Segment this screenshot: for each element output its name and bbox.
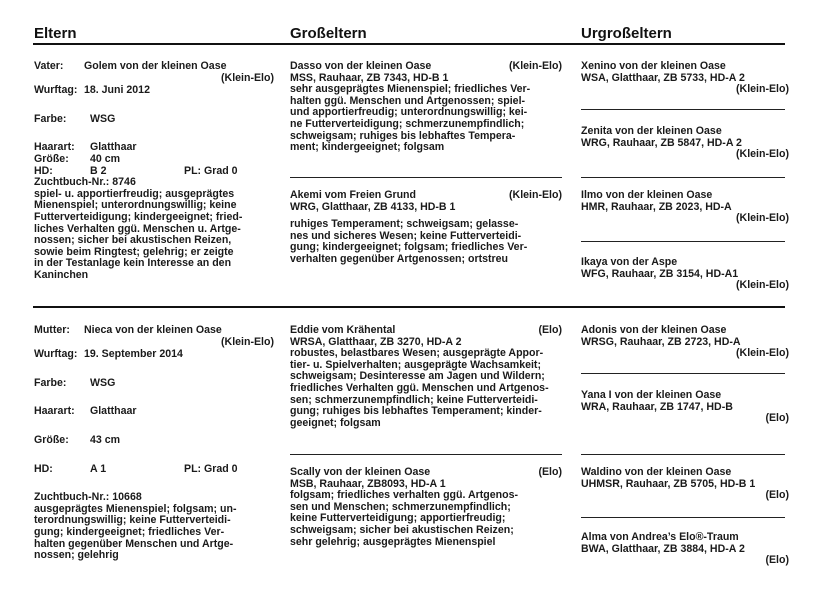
mother-wurftag-label: Wurftag: xyxy=(34,348,78,361)
grandparent-2: Akemi vom Freien Grund (Klein-Elo) WRG, Glatthaar, ZB 4133, HD-B 1 ruhiges Temperament; schweigsam; gelasse- nes und sicheres Wesen; keine Futterverteidi- gung; kindergeeignet; folgsam; friedliches Ver- verhalten gegenüber Artgenossen; ortstreu xyxy=(290,189,562,265)
grandparent-kennel: (Klein-Elo) xyxy=(509,189,562,201)
greatgrandparent-info: BWA, Glatthaar, ZB 3884, HD-A 2 xyxy=(581,542,745,555)
greatgrandparent-kennel: (Klein-Elo) xyxy=(736,279,789,292)
mother-groesse-label: Größe: xyxy=(34,433,69,446)
grandparent-3: Eddie vom Krähental (Elo) WRSA, Glatthaar, ZB 3270, HD-A 2 robustes, belastbares Wesen; ausgeprägte Appor- tier- u. Spielverhalten; ausgeprägte Wachsamkeit; schweigsam; Desinteresse am Jagen und Wildern; friedliches Verhalten ggü. Menschen und Artgenos- sen; schmerzunempfindlich; keine Futterverteidi- gung; ruhiges bis lebhaftes Temperament; kinder- geeignet; folgsam xyxy=(290,324,562,429)
greatgrandparent-info: WRA, Rauhaar, ZB 1747, HD-B xyxy=(581,400,733,413)
greatgrandparent-info: UHMSR, Rauhaar, ZB 5705, HD-B 1 xyxy=(581,477,756,490)
greatgrandparent-kennel: (Elo) xyxy=(765,412,789,425)
mother-farbe-label: Farbe: xyxy=(34,376,67,389)
mother-wurftag: 19. September 2014 xyxy=(84,348,183,361)
grandparent-name: Dasso von der kleinen Oase xyxy=(290,60,432,72)
header-greatgrandparents: Urgroßeltern xyxy=(581,25,672,42)
greatgrandparent-kennel: (Elo) xyxy=(765,554,789,567)
grandparent-name: Akemi vom Freien Grund xyxy=(290,189,416,201)
grandparent-info: WRG, Glatthaar, ZB 4133, HD-B 1 xyxy=(290,200,456,213)
father-haarart: Glatthaar xyxy=(90,141,137,154)
greatgrandparent-2 xyxy=(581,126,789,161)
father-zuchtbuch: Zuchtbuch-Nr.: 8746 xyxy=(34,176,136,189)
father-hd-label: HD: xyxy=(34,164,53,177)
divider xyxy=(581,454,785,455)
divider xyxy=(581,109,785,110)
divider xyxy=(290,177,562,178)
greatgrandparent-6 xyxy=(581,390,789,425)
father-wurftag: 18. Juni 2012 xyxy=(84,84,150,97)
grandparent-kennel: (Klein-Elo) xyxy=(509,60,562,72)
mother-haarart-label: Haarart: xyxy=(34,405,75,418)
mother-kennel: (Klein-Elo) xyxy=(221,335,274,348)
grandparent-4: Scally von der kleinen Oase (Elo) MSB, Rauhaar, ZB8093, HD-A 1 folgsam; friedliches verhalten ggü. Artgenos- sen und Menschen; schmerzunempfindlich; keine Futterverteidigung; apportierfreudig; schweigsam; sicher bei akustischen Reizen; sehr gelehrig; ausgeprägtes Mienenspiel xyxy=(290,466,562,548)
greatgrandparent-7 xyxy=(581,467,789,502)
greatgrandparent-info: WRG, Rauhaar, ZB 5847, HD-A 2 xyxy=(581,136,742,149)
father-farbe-label: Farbe: xyxy=(34,112,67,125)
father-haarart-label: Haarart: xyxy=(34,141,75,154)
father-groesse-label: Größe: xyxy=(34,152,69,165)
grandparent-info: MSB, Rauhaar, ZB8093, HD-A 1 xyxy=(290,477,446,490)
mother-groesse: 43 cm xyxy=(90,433,121,446)
mother-hd: A 1 xyxy=(90,462,107,475)
father-block xyxy=(34,61,274,282)
divider xyxy=(581,517,785,518)
header-parents: Eltern xyxy=(34,25,77,42)
grandparent-1: Dasso von der kleinen Oase (Klein-Elo) MSS, Rauhaar, ZB 7343, HD-B 1 sehr ausgeprägtes Mienenspiel; friedliches Ver- halten ggü. Menschen und Artgenossen; spiel- und apportierfreudig; unterordnungswillig; kei- ne Futterverteidigung; schmerzunempfindlich; schweigsam; ruhiges bis lebhaftes Tempera- ment; kindergeeignet; folgsam xyxy=(290,60,562,154)
mother-label: Mutter: xyxy=(34,324,70,336)
greatgrandparent-info: WSA, Glatthaar, ZB 5733, HD-A 2 xyxy=(581,71,745,84)
header-grandparents: Großeltern xyxy=(290,25,367,42)
father-label: Vater: xyxy=(34,60,64,72)
grandparent-name: Eddie vom Krähental xyxy=(290,324,396,336)
mother-zuchtbuch: Zuchtbuch-Nr.: 10668 xyxy=(34,491,142,504)
father-kennel: (Klein-Elo) xyxy=(221,71,274,84)
mother-desc: ausgeprägtes Mienenspiel; folgsam; un- terordnungswillig; keine Futterverteidi- gung; kindergeeignet; friedliches Ver- halten gegenüber Menschen und Artge- nossen; gelehrig xyxy=(34,502,237,562)
greatgrandparent-3 xyxy=(581,190,789,225)
greatgrandparent-name: Xenino von der kleinen Oase xyxy=(581,60,726,72)
greatgrandparent-kennel: (Klein-Elo) xyxy=(736,212,789,225)
grandparent-info: MSS, Rauhaar, ZB 7343, HD-B 1 xyxy=(290,71,449,84)
father-wurftag-label: Wurftag: xyxy=(34,84,78,97)
grandparent-kennel: (Elo) xyxy=(538,466,562,478)
mother-haarart: Glatthaar xyxy=(90,405,137,418)
father-desc: spiel- u. apportierfreudig; ausgeprägtes Mienenspiel; unterordnungswillig; keine Futterverteidigung; kindergeeignet; fried- liches Verhalten ggü. Menschen u. Artge- nossen; sicher bei akustischen Reizen, sowie beim Ringtest; gelehrig; er zeigte in der Testanlage kein Interesse an den Kaninchen xyxy=(34,187,243,281)
divider xyxy=(581,241,785,242)
section-rule xyxy=(33,306,785,308)
greatgrandparent-name: Ilmo von der kleinen Oase xyxy=(581,189,713,201)
grandparent-kennel: (Elo) xyxy=(538,324,562,336)
greatgrandparent-kennel: (Klein-Elo) xyxy=(736,148,789,161)
greatgrandparent-1 xyxy=(581,61,789,96)
grandparent-name: Scally von der kleinen Oase xyxy=(290,466,431,478)
greatgrandparent-name: Ikaya von der Aspe xyxy=(581,256,678,268)
greatgrandparent-5 xyxy=(581,325,789,360)
greatgrandparent-name: Zenita von der kleinen Oase xyxy=(581,125,722,137)
greatgrandparent-kennel: (Klein-Elo) xyxy=(736,347,789,360)
greatgrandparent-name: Adonis von der kleinen Oase xyxy=(581,324,727,336)
greatgrandparent-name: Yana I von der kleinen Oase xyxy=(581,389,722,401)
greatgrandparent-info: HMR, Rauhaar, ZB 2023, HD-A xyxy=(581,200,732,213)
father-hd: B 2 xyxy=(90,164,107,177)
father-groesse: 40 cm xyxy=(90,152,121,165)
divider xyxy=(581,373,785,374)
mother-pl: PL: Grad 0 xyxy=(184,462,238,475)
divider xyxy=(581,177,785,178)
greatgrandparent-kennel: (Elo) xyxy=(765,489,789,502)
greatgrandparent-name: Alma von Andrea’s Elo®-Traum xyxy=(581,531,739,543)
divider xyxy=(290,454,562,455)
grandparent-info: WRSA, Glatthaar, ZB 3270, HD-A 2 xyxy=(290,335,462,348)
greatgrandparent-info: WFG, Rauhaar, ZB 3154, HD-A1 xyxy=(581,267,739,280)
header-rule xyxy=(33,43,785,45)
mother-farbe: WSG xyxy=(90,376,116,389)
greatgrandparent-kennel: (Klein-Elo) xyxy=(736,83,789,96)
greatgrandparent-8 xyxy=(581,532,789,567)
mother-hd-label: HD: xyxy=(34,462,53,475)
father-farbe: WSG xyxy=(90,112,116,125)
mother-name: Nieca von der kleinen Oase xyxy=(84,324,222,336)
father-name: Golem von der kleinen Oase xyxy=(84,60,227,72)
greatgrandparent-4 xyxy=(581,257,789,292)
mother-block xyxy=(34,325,274,562)
father-pl: PL: Grad 0 xyxy=(184,164,238,177)
greatgrandparent-name: Waldino von der kleinen Oase xyxy=(581,466,732,478)
greatgrandparent-info: WRSG, Rauhaar, ZB 2723, HD-A xyxy=(581,335,741,348)
